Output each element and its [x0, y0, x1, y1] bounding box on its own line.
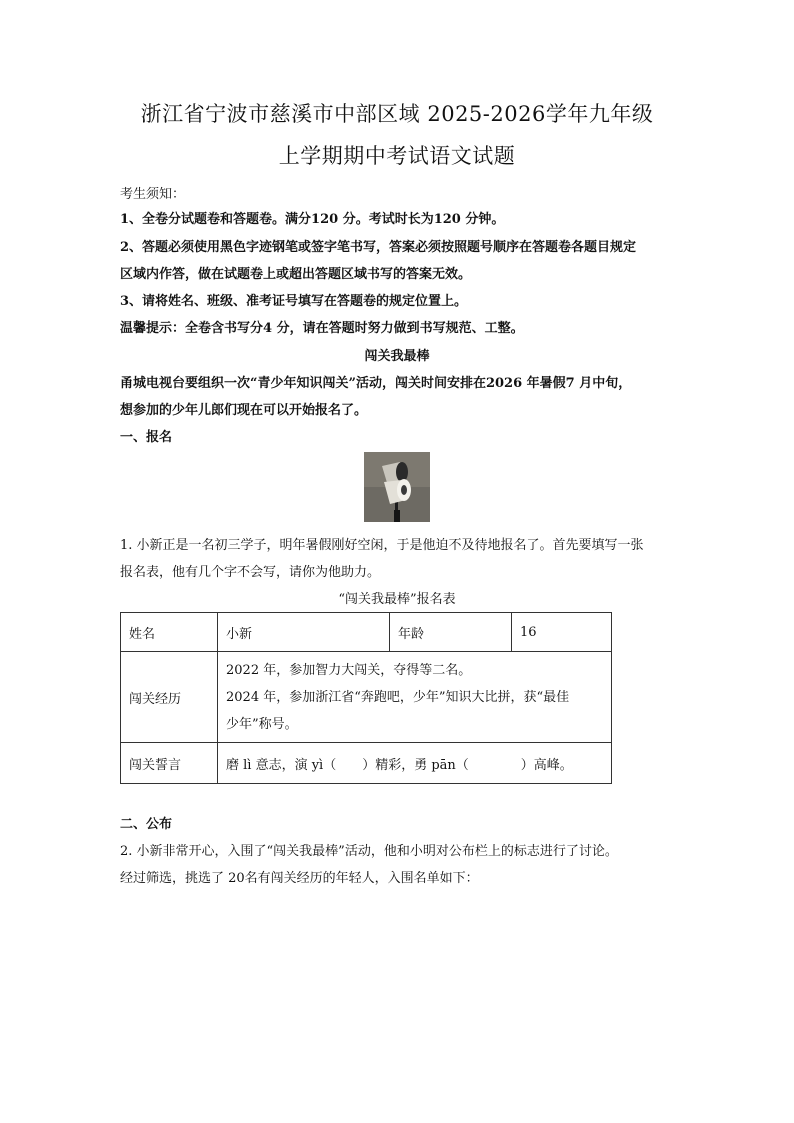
notice-item-2a: 2、答题必须使用黑色字迹钢笔或签字笔书写，答案必须按照题号顺序在答题卷各题目规定: [120, 240, 637, 255]
table-row: [121, 743, 612, 784]
age-label: 年龄: [390, 613, 512, 652]
name-value: 小新: [218, 613, 390, 652]
notice-item-2b: 区域内作答，做在试题卷上或超出答题区域书写的答案无效。: [120, 267, 472, 282]
oath-label: 闯关誓言: [121, 743, 218, 784]
experience-value: [218, 652, 612, 743]
question-1-line-1: 1. 小新正是一名初三学子，明年暑假刚好空闲，于是他迫不及待地报名了。首先要填写一张: [120, 538, 644, 553]
table-caption: “闯关我最棒”报名表: [338, 592, 456, 607]
megaphone-photo: [364, 452, 430, 522]
intro-line-2: 想参加的少年儿郎们现在可以开始报名了。: [120, 403, 368, 418]
megaphone-icon: [364, 452, 430, 522]
part2-heading: 二、公布: [120, 817, 173, 832]
table-row: [121, 613, 612, 652]
registration-table: [120, 612, 612, 784]
notice-item-1: 1、全卷分试题卷和答题卷。满分120 分。考试时长为120 分钟。: [120, 212, 505, 227]
notice-tip: 温馨提示：全卷含书写分4 分，请在答题时努力做到书写规范、工整。: [120, 321, 524, 336]
name-label: 姓名: [121, 613, 218, 652]
notice-item-3: 3、请将姓名、班级、准考证号填写在答题卷的规定位置上。: [120, 294, 468, 309]
experience-label: 闯关经历: [121, 652, 218, 743]
question-2-line-2: 经过筛选，挑选了 20名有闯关经历的年轻人，入围名单如下：: [120, 871, 479, 886]
intro-line-1: 甬城电视台要组织一次“青少年知识闯关”活动，闯关时间安排在2026 年暑假7 月中旬，: [120, 376, 632, 391]
page-title-line2: 上学期期中考试语文试题: [278, 144, 516, 168]
page-title-line1: 浙江省宁波市慈溪市中部区域 2025-2026学年九年级: [140, 102, 654, 126]
oath-value: 磨 lì 意志，演 yì（ ）精彩，勇 pān（ ）高峰。: [218, 743, 612, 784]
part1-heading: 一、报名: [120, 430, 173, 445]
question-2-line-1: 2. 小新非常开心，入围了“闯关我最棒”活动，他和小明对公布栏上的标志进行了讨论。: [120, 844, 618, 859]
question-1-line-2: 报名表，他有几个字不会写，请你为他助力。: [120, 565, 381, 580]
age-value: 16: [512, 613, 612, 652]
experience-line-3: 少年”称号。: [226, 716, 298, 732]
table-row: [121, 652, 612, 743]
section-title: 闯关我最棒: [364, 349, 430, 364]
experience-line-2: 2024 年，参加浙江省“奔跑吧，少年”知识大比拼，获“最佳: [226, 689, 570, 705]
notice-heading: 考生须知：: [120, 187, 186, 202]
experience-line-1: 2022 年，参加智力大闯关，夺得等二名。: [226, 662, 472, 678]
